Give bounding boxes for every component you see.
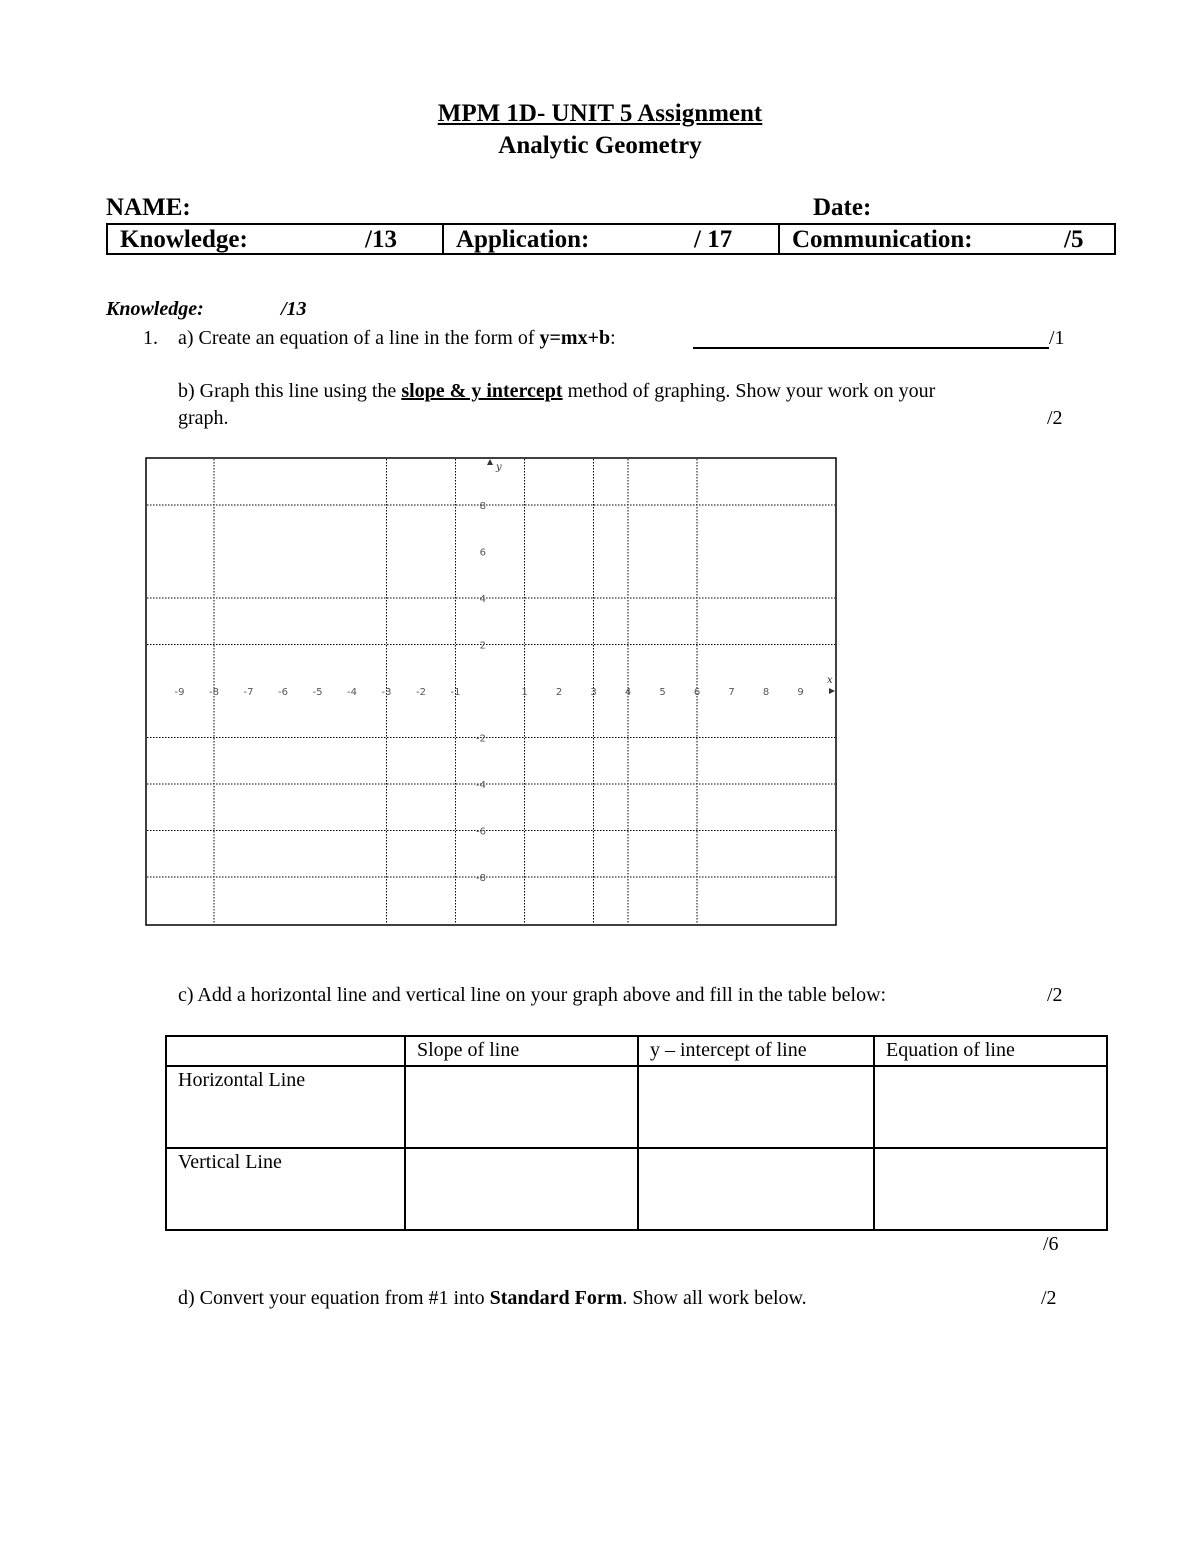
question-d-text-after: . Show all work below. [622, 1287, 807, 1309]
x-tick-label: -6 [278, 687, 288, 698]
question-b-text-after: method of graphing. Show your work on your [562, 380, 936, 402]
x-tick-label: -4 [347, 687, 357, 698]
score-box [106, 223, 1116, 255]
table-header-cell [166, 1036, 405, 1066]
question-b-text: b) Graph this line using the [178, 380, 402, 402]
x-tick-label: -9 [174, 687, 185, 698]
table-header-cell: Equation of line [874, 1036, 1107, 1066]
x-tick-label: -3 [381, 687, 392, 698]
score-value: / 17 [694, 226, 733, 253]
score-label: Application: [456, 226, 590, 253]
table-mark: /6 [1043, 1233, 1059, 1255]
question-c-mark: /2 [1047, 984, 1063, 1006]
x-tick-label: -8 [209, 687, 219, 698]
question-b-method: slope & y intercept [401, 380, 563, 402]
question-b [178, 378, 935, 405]
question-d-text: d) Convert your equation from #1 into [178, 1287, 490, 1309]
question-c: c) Add a horizontal line and vertical line on your graph above and fill in the table below: [178, 984, 887, 1006]
table-row [166, 1066, 1107, 1148]
table-header-cell: Slope of line [405, 1036, 638, 1066]
x-axis-arrow [829, 688, 835, 694]
question-a [178, 325, 616, 352]
x-tick-label: 7 [728, 687, 735, 698]
score-value: /5 [1064, 226, 1084, 253]
y-axis-arrow [487, 459, 493, 465]
score-cell-application [442, 225, 778, 253]
table-header-cell: y – intercept of line [638, 1036, 874, 1066]
x-tick-label: 2 [555, 687, 563, 698]
x-axis-label: x [827, 675, 833, 686]
x-tick-label: 9 [797, 687, 804, 698]
score-cell-communication [778, 225, 1114, 253]
y-tick-label: -4 [476, 780, 486, 791]
question-number: 1. [143, 327, 158, 349]
x-tick-label: 6 [693, 687, 701, 698]
date-label: Date: [813, 194, 872, 221]
score-value: /13 [365, 226, 397, 253]
x-tick-label: -7 [243, 687, 254, 698]
question-d-mark: /2 [1041, 1287, 1057, 1309]
y-tick-label: 4 [479, 594, 486, 605]
lines-table [165, 1035, 1108, 1231]
x-tick-label: -5 [312, 687, 323, 698]
section-label: Knowledge: [106, 298, 204, 320]
table-header-row [166, 1036, 1107, 1066]
x-tick-label: -2 [416, 687, 426, 698]
question-a-colon: : [610, 327, 616, 349]
score-label: Knowledge: [120, 226, 248, 253]
score-cell-knowledge [108, 225, 442, 253]
question-a-mark: /1 [1049, 327, 1065, 349]
x-tick-label: -1 [450, 687, 461, 698]
name-label: NAME: [106, 194, 191, 221]
answer-line[interactable] [693, 347, 1049, 349]
question-a-form: y=mx+b [539, 327, 611, 349]
x-tick-label: 3 [590, 687, 597, 698]
table-row [166, 1148, 1107, 1230]
section-mark: /13 [281, 298, 307, 320]
question-a-text: a) Create an equation of a line in the form of [178, 327, 540, 349]
page-subtitle: Analytic Geometry [498, 132, 702, 159]
question-d-bold: Standard Form [489, 1287, 623, 1309]
table-row-label: Vertical Line [166, 1148, 405, 1230]
y-tick-label: -8 [476, 873, 486, 884]
table-row-label: Horizontal Line [166, 1066, 405, 1148]
table-cell[interactable] [405, 1148, 638, 1230]
y-tick-label: -2 [476, 733, 486, 745]
y-axis-label: y [496, 462, 502, 473]
x-tick-label: 4 [624, 687, 632, 698]
x-tick-label: 5 [659, 687, 666, 698]
table-cell[interactable] [638, 1066, 874, 1148]
y-tick-label: 2 [479, 640, 486, 652]
question-d [178, 1285, 807, 1312]
x-tick-label: 8 [762, 687, 770, 698]
question-b-mark: /2 [1047, 407, 1063, 429]
y-tick-label: 6 [479, 547, 486, 559]
score-label: Communication: [792, 226, 973, 253]
question-b-line2: graph. [178, 407, 229, 429]
y-tick-label: -6 [476, 826, 486, 838]
table-cell[interactable] [874, 1066, 1107, 1148]
page-title: MPM 1D- UNIT 5 Assignment [437, 100, 763, 127]
y-tick-label: 8 [479, 501, 486, 512]
table-cell[interactable] [405, 1066, 638, 1148]
coordinate-grid[interactable] [145, 457, 837, 926]
x-tick-label: 1 [521, 687, 528, 698]
table-cell[interactable] [638, 1148, 874, 1230]
table-cell[interactable] [874, 1148, 1107, 1230]
